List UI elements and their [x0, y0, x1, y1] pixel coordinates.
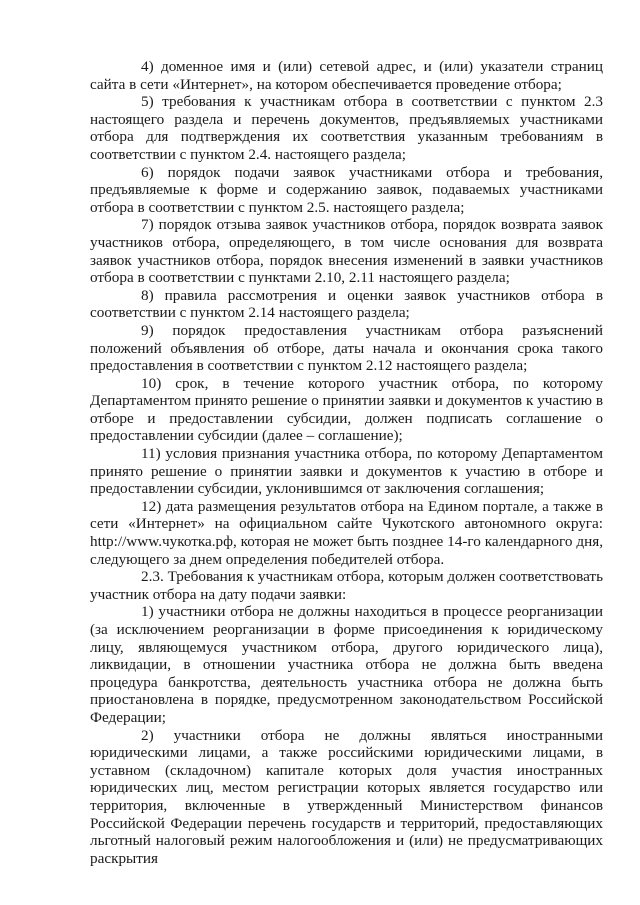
paragraph-item-11: 11) условия признания участника отбора, по которому Департаментом принято решение о принятии заявки и документов к участию в отборе и предоставлении субсидии, уклонившимся от заключения соглашения; — [90, 445, 603, 498]
paragraph-item-10: 10) срок, в течение которого участник отбора, по которому Департаментом принято решение о принятии заявки и документов к участию в отборе и предоставлении субсидии, должен подписать соглашение о предоставлении субсидии (далее – соглашение); — [90, 374, 603, 445]
requirement-item-1: 1) участники отбора не должны находиться в процессе реорганизации (за исключением реорганизации в форме присоединения к юридическому лицу, являющемуся участником отбора, другого юридического лица), ликвидации, в отношении участника отбора не должна быть введена процедура банкротства, деятельность участника отбора не должна быть приостановлена в порядке, предусмотренном законодательством Российской Федерации; — [90, 603, 603, 726]
requirement-item-2: 2) участники отбора не должны являться иностранными юридическими лицами, а также российскими юридическими лицами, в уставном (складочном) капитале которых доля участия иностранных юридических лиц, местом регистрации которых является государство или территория, включенные в утвержденный Министерством финансов Российской Федерации перечень государств и территорий, предоставляющих льготный налоговый режим налогообложения и (или) не предусматривающих раскрытия — [90, 726, 603, 867]
paragraph-item-4: 4) доменное имя и (или) сетевой адрес, и (или) указатели страниц сайта в сети «Интернет», на котором обеспечивается проведение отбора; — [90, 58, 603, 93]
section-2-3-heading: 2.3. Требования к участникам отбора, которым должен соответствовать участник отбора на дату подачи заявки: — [90, 568, 603, 603]
paragraph-item-12: 12) дата размещения результатов отбора на Едином портале, а также в сети «Интернет» на официальном сайте Чукотского автономного округа: http://www.чукотка.рф, которая не может быть позднее 14-го календарного дня, следующего за днем определения победителей отбора. — [90, 497, 603, 568]
paragraph-item-8: 8) правила рассмотрения и оценки заявок участников отбора в соответствии с пунктом 2.14 настоящего раздела; — [90, 286, 603, 322]
paragraph-item-6: 6) порядок подачи заявок участниками отбора и требования, предъявляемые к форме и содержанию заявок, подаваемых участниками отбора в соответствии с пунктом 2.5. настоящего раздела; — [90, 163, 603, 216]
paragraph-item-7: 7) порядок отзыва заявок участников отбора, порядок возврата заявок участников отбора, определяющего, в том числе основания для возврата заявок участников отбора, порядок внесения изменений в заявки участников отбора в соответствии с пунктами 2.10, 2.11 настоящего раздела; — [90, 216, 603, 287]
paragraph-item-5: 5) требования к участникам отбора в соответствии с пунктом 2.3 настоящего раздела и перечень документов, предъявляемых участниками отбора для подтверждения их соответствия указанным требованиям в соответствии с пунктом 2.4. настоящего раздела; — [90, 93, 603, 163]
paragraph-item-9: 9) порядок предоставления участникам отбора разъяснений положений объявления об отборе, даты начала и окончания срока такого предоставления в соответствии с пунктом 2.12 настоящего раздела; — [90, 321, 603, 375]
document-page — [90, 58, 603, 867]
